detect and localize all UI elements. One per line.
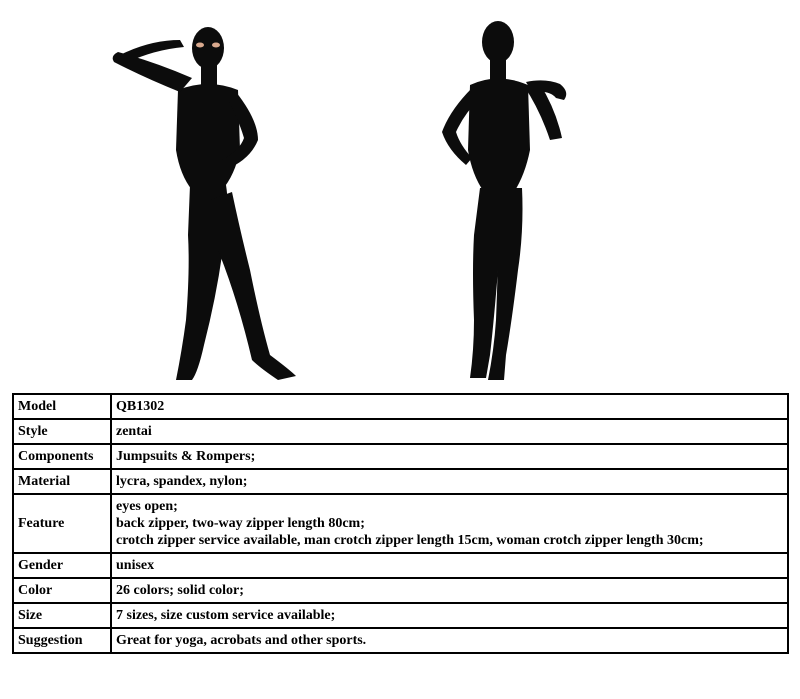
row-label: Style: [13, 419, 111, 444]
table-row: [13, 419, 788, 444]
row-label: Size: [13, 603, 111, 628]
table-row: [13, 394, 788, 419]
row-label: Model: [13, 394, 111, 419]
row-value: unisex: [111, 553, 788, 578]
table-row: [13, 578, 788, 603]
row-value: 7 sizes, size custom service available;: [111, 603, 788, 628]
row-label: Material: [13, 469, 111, 494]
row-label: Suggestion: [13, 628, 111, 653]
feature-line: crotch zipper service available, man crotch zipper length 15cm, woman crotch zipper length 30cm;: [116, 533, 704, 548]
table-row: [13, 494, 788, 553]
row-label: Gender: [13, 553, 111, 578]
row-value: QB1302: [111, 394, 788, 419]
row-label: Components: [13, 444, 111, 469]
product-spec-table: [12, 393, 789, 654]
row-label: Color: [13, 578, 111, 603]
table-row: [13, 628, 788, 653]
row-label: Feature: [13, 494, 111, 553]
row-value: lycra, spandex, nylon;: [111, 469, 788, 494]
row-value: 26 colors; solid color;: [111, 578, 788, 603]
table-row: [13, 469, 788, 494]
row-value: zentai: [111, 419, 788, 444]
table-row: [13, 553, 788, 578]
back-view-photo: [400, 0, 620, 390]
front-view-photo: [100, 0, 320, 390]
row-value: Great for yoga, acrobats and other sports.: [111, 628, 788, 653]
row-value: Jumpsuits & Rompers;: [111, 444, 788, 469]
table-row: [13, 444, 788, 469]
row-value: [111, 494, 788, 553]
feature-line: eyes open;: [116, 499, 178, 514]
feature-line: back zipper, two-way zipper length 80cm;: [116, 516, 365, 531]
table-row: [13, 603, 788, 628]
